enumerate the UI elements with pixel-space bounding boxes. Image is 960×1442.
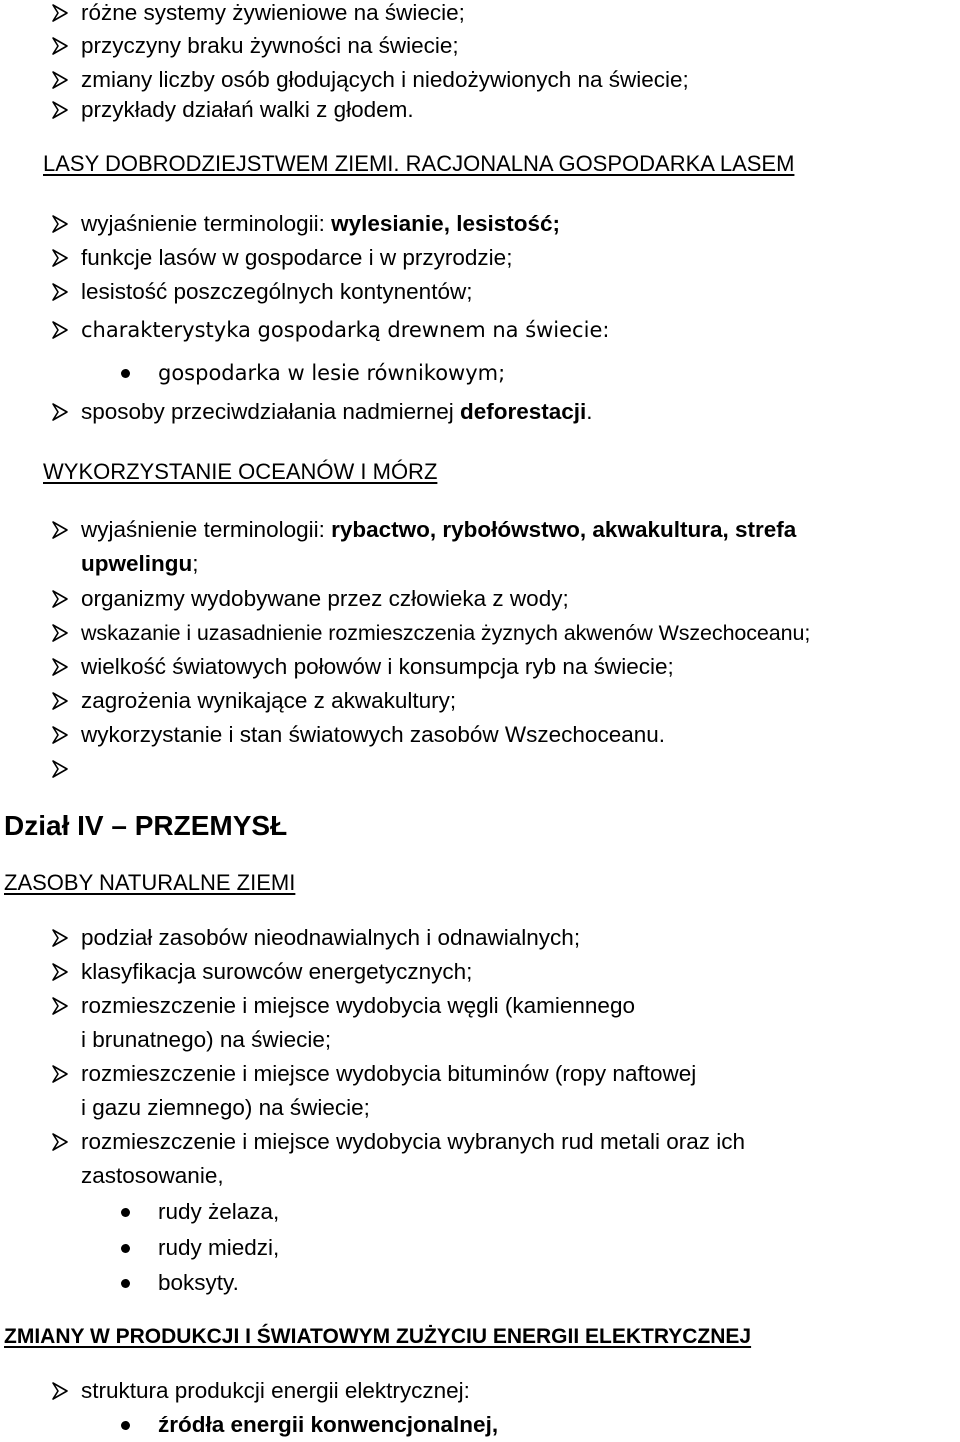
arrowhead-bullet-icon bbox=[50, 211, 70, 237]
chapter-title: Dział IV – PRZEMYSŁ bbox=[4, 810, 288, 841]
list-item-text: wielkość światowych połowów i konsumpcja ryb na świecie; bbox=[81, 654, 674, 679]
list-item-text: charakterystyka gospodarką drewnem na świecie: bbox=[81, 318, 610, 342]
arrowhead-bullet-icon bbox=[50, 586, 70, 612]
arrowhead-bullet-icon bbox=[50, 722, 70, 748]
list-item-text: funkcje lasów w gospodarce i w przyrodzie; bbox=[81, 245, 513, 270]
bullet-dot-icon bbox=[121, 1208, 130, 1217]
arrowhead-bullet-icon bbox=[50, 1129, 70, 1155]
list-item-text: rozmieszczenie i miejsce wydobycia węgli (kamiennego bbox=[81, 993, 635, 1018]
arrowhead-bullet-icon bbox=[50, 959, 70, 985]
bullet-dot-icon bbox=[121, 1421, 130, 1430]
list-item-text: wyjaśnienie terminologii: wylesianie, lesistość; bbox=[81, 211, 560, 236]
section-heading-natural-resources: ZASOBY NATURALNE ZIEMI bbox=[4, 870, 296, 895]
list-item-text: i brunatnego) na świecie; bbox=[81, 1027, 332, 1052]
arrowhead-bullet-icon bbox=[50, 0, 70, 26]
list-item-text: wskazanie i uzasadnienie rozmieszczenia żyznych akwenów Wszechoceanu; bbox=[81, 621, 811, 645]
section-heading-forests: LASY DOBRODZIEJSTWEM ZIEMI. RACJONALNA GOSPODARKA LASEM bbox=[43, 151, 795, 176]
arrowhead-bullet-icon bbox=[50, 97, 70, 123]
list-item-text: sposoby przeciwdziałania nadmiernej deforestacji. bbox=[81, 399, 593, 424]
list-item-text: różne systemy żywieniowe na świecie; bbox=[81, 0, 465, 25]
list-item-text: i gazu ziemnego) na świecie; bbox=[81, 1095, 370, 1120]
list-item-text: organizmy wydobywane przez człowieka z wody; bbox=[81, 586, 569, 611]
bullet-dot-icon bbox=[121, 1244, 130, 1253]
section-heading-oceans: WYKORZYSTANIE OCEANÓW I MÓRZ bbox=[43, 459, 438, 484]
bullet-dot-icon bbox=[121, 369, 130, 378]
section-heading-energy: ZMIANY W PRODUKCJI I ŚWIATOWYM ZUŻYCIU ENERGII ELEKTRYCZNEJ bbox=[4, 1325, 752, 1348]
list-item-text: wykorzystanie i stan światowych zasobów Wszechoceanu. bbox=[81, 722, 666, 747]
arrowhead-bullet-icon bbox=[50, 993, 70, 1019]
list-item-text: wyjaśnienie terminologii: rybactwo, rybołówstwo, akwakultura, strefa bbox=[81, 517, 797, 542]
sub-list-item-text: boksyty. bbox=[158, 1270, 239, 1295]
list-item-text: upwelingu; bbox=[81, 551, 199, 576]
list-item-text: zmiany liczby osób głodujących i niedożywionych na świecie; bbox=[81, 67, 689, 92]
bullet-dot-icon bbox=[121, 1279, 130, 1288]
arrowhead-bullet-icon bbox=[50, 33, 70, 59]
list-item-text: rozmieszczenie i miejsce wydobycia bituminów (ropy naftowej bbox=[81, 1061, 697, 1086]
sub-list-item-text: źródła energii konwencjonalnej, bbox=[158, 1412, 499, 1437]
arrowhead-bullet-icon bbox=[50, 620, 70, 646]
arrowhead-bullet-icon bbox=[50, 1061, 70, 1087]
list-item-text: podział zasobów nieodnawialnych i odnawialnych; bbox=[81, 925, 581, 950]
arrowhead-bullet-icon bbox=[50, 925, 70, 951]
arrowhead-bullet-icon bbox=[50, 1378, 70, 1404]
arrowhead-bullet-icon bbox=[50, 517, 70, 543]
arrowhead-bullet-icon bbox=[50, 399, 70, 425]
arrowhead-bullet-icon bbox=[50, 279, 70, 305]
list-item-text: lesistość poszczególnych kontynentów; bbox=[81, 279, 473, 304]
arrowhead-bullet-icon bbox=[50, 67, 70, 93]
arrowhead-bullet-icon bbox=[50, 654, 70, 680]
sub-list-item-text: rudy miedzi, bbox=[158, 1235, 280, 1260]
list-item-text: struktura produkcji energii elektrycznej: bbox=[81, 1378, 470, 1403]
arrowhead-bullet-icon bbox=[50, 688, 70, 714]
arrowhead-bullet-icon bbox=[50, 245, 70, 271]
sub-list-item-text: gospodarka w lesie równikowym; bbox=[158, 361, 506, 385]
list-item-text: przykłady działań walki z głodem. bbox=[81, 97, 414, 122]
list-item-text: zagrożenia wynikające z akwakultury; bbox=[81, 688, 457, 713]
list-item-text: przyczyny braku żywności na świecie; bbox=[81, 33, 459, 58]
arrowhead-bullet-icon bbox=[50, 317, 70, 343]
list-item-text: rozmieszczenie i miejsce wydobycia wybranych rud metali oraz ich bbox=[81, 1129, 745, 1154]
arrowhead-bullet-icon bbox=[50, 756, 70, 782]
list-item-text: zastosowanie, bbox=[81, 1163, 224, 1188]
sub-list-item-text: rudy żelaza, bbox=[158, 1199, 280, 1224]
list-item-text: klasyfikacja surowców energetycznych; bbox=[81, 959, 473, 984]
